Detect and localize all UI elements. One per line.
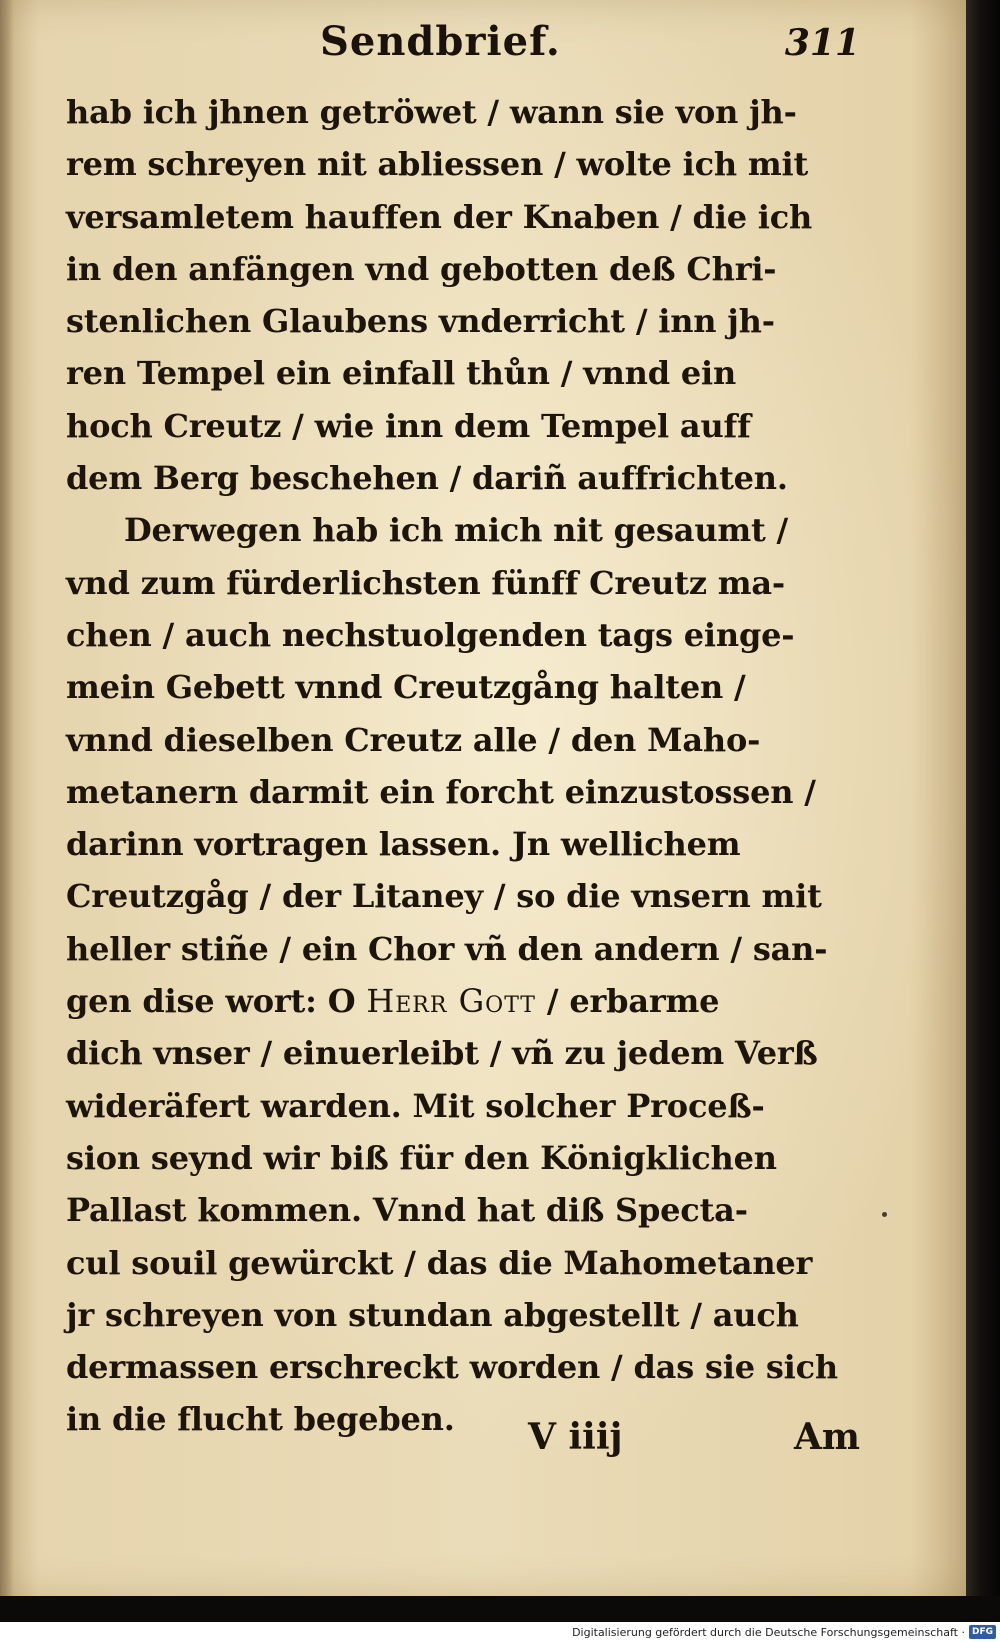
dust-speck: [882, 1212, 887, 1217]
text-line: sion seynd wir biß für den Königklichen: [66, 1138, 777, 1177]
page-footer: [520, 1416, 860, 1466]
text-line: hoch Creutz / wie inn dem Tempel auff: [66, 406, 751, 445]
text-line: cul souil gewürckt / das die Mahometaner: [66, 1243, 813, 1282]
page-header: [300, 18, 860, 78]
text-line: mein Gebett vnnd Creutzgång halten /: [66, 668, 746, 707]
book-cover-edge: [966, 0, 1000, 1620]
line-tail: / erbarme: [546, 982, 720, 1021]
running-head: Sendbrief.: [320, 18, 561, 65]
page-bottom-shadow: [0, 1596, 1000, 1622]
text-line: vnd zum fürderlichsten fünff Creutz ma-: [66, 563, 786, 602]
text-line: darinn vortragen lassen. Jn wellichem: [66, 825, 741, 864]
invocation-o: O: [327, 982, 356, 1021]
text-line: rem schreyen nit abliessen / wolte ich mit: [66, 145, 809, 184]
text-line: metanern darmit ein forcht einzustossen /: [66, 772, 816, 811]
body-text: [66, 86, 856, 1446]
text-line: heller stiñe / ein Chor vñ den andern / san-: [66, 929, 828, 968]
text-line: ren Tempel ein einfall thůn / vnnd ein: [66, 354, 737, 393]
text-line: hab ich jhnen getröwet / wann sie von jh-: [66, 93, 797, 131]
signature-mark: V iiij: [528, 1416, 623, 1458]
dfg-logo: DFG: [969, 1625, 996, 1639]
text-line: dermassen erschreckt worden / das sie sich: [66, 1348, 838, 1387]
text-line: chen / auch nechstuolgenden tags einge-: [66, 615, 795, 654]
text-line: Creutzgåg / der Litaney / so die vnsern mit: [66, 877, 822, 916]
digitization-credit: [572, 1622, 1000, 1642]
text-line: vnnd dieselben Creutz alle / den Maho-: [66, 720, 761, 759]
text-line: jr schreyen von stundan abgestellt / auch: [66, 1295, 799, 1334]
invocation-name: Herr Gott: [366, 982, 536, 1021]
gutter-shadow: [0, 0, 14, 1598]
line-start: gen dise wort:: [66, 982, 317, 1021]
catchword: Am: [793, 1416, 860, 1458]
text-line-invocation: [66, 975, 856, 1027]
text-line: wideräfert warden. Mit solcher Proceß-: [66, 1086, 765, 1125]
text-line: in die flucht begeben.: [66, 1400, 455, 1439]
paragraph-start-line: Derwegen hab ich mich nit gesaumt /: [124, 511, 789, 550]
page-number: 311: [784, 22, 860, 64]
text-line: Pallast kommen. Vnnd hat diß Specta-: [66, 1191, 748, 1230]
text-line: dem Berg beschehen / dariñ auffrichten.: [66, 459, 788, 498]
text-line: stenlichen Glaubens vnderricht / inn jh-: [66, 302, 775, 341]
text-line: dich vnser / einuerleibt / vñ zu jedem Verß: [66, 1034, 818, 1073]
text-line: in den anfängen vnd gebotten deß Chri-: [66, 249, 777, 288]
text-line: versamletem hauffen der Knaben / die ich: [66, 197, 813, 236]
credit-text: Digitalisierung gefördert durch die Deutsche Forschungsgemeinschaft ·: [572, 1625, 965, 1639]
